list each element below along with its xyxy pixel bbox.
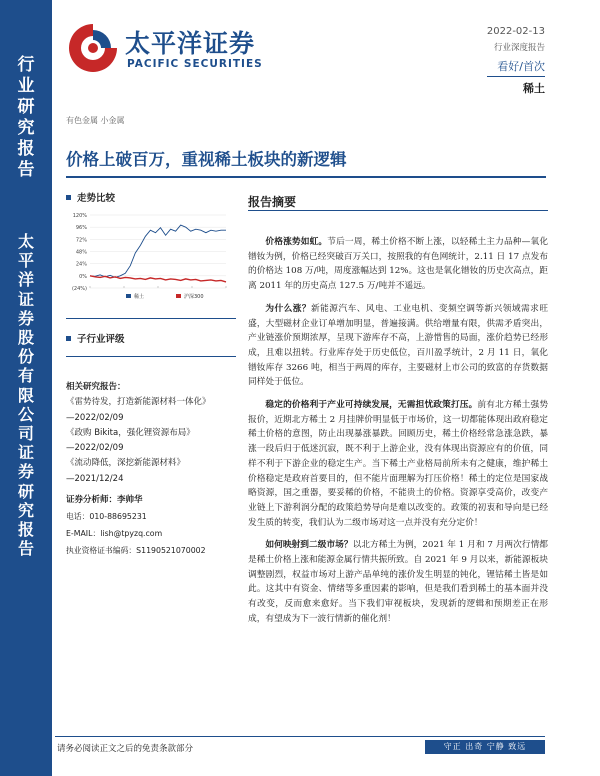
trend-heading: 走势比较: [66, 190, 115, 204]
summary-paragraph-lead: 价格涨势如虹。: [265, 237, 328, 247]
related-report-line: 《政购 Bikita，强化锂资源布局》: [66, 427, 195, 438]
summary-body: [248, 235, 548, 635]
legend-swatch: [126, 294, 131, 298]
sidebar-char: 太: [17, 232, 34, 251]
sidebar-char: 平: [17, 251, 34, 271]
related-report-line: —2021/12/24: [66, 473, 124, 484]
y-tick-label: 72%: [75, 237, 87, 244]
sidebar-char: 究: [17, 500, 34, 520]
report-meta: [487, 26, 545, 96]
trend-chart-svg: [66, 210, 236, 300]
related-report-line: 《流动降低，深挖新能源材料》: [66, 458, 186, 469]
sidebar-char: 研: [17, 481, 34, 501]
series-line-1: [90, 276, 226, 282]
analyst-phone: 电话：010-88695231: [66, 512, 147, 521]
analyst-name: 证券分析师：李帅华: [66, 495, 143, 505]
footer-divider: [55, 736, 545, 737]
legend-swatch: [176, 294, 181, 298]
footer-disclaimer: 请务必阅读正文之后的免责条款部分: [57, 744, 194, 754]
sidebar-char: 司: [17, 424, 34, 444]
left-sidebar: [0, 0, 52, 776]
footer-slogan: 守正 出奇 宁静 致远: [425, 740, 545, 754]
related-label: 相关研究报告：: [66, 382, 126, 392]
logo-english-text: PACIFIC SECURITIES: [127, 58, 263, 70]
sidebar-char: 有: [17, 366, 34, 386]
sidebar-char: 报: [17, 139, 35, 159]
y-tick-label: 0%: [79, 273, 87, 280]
report-date: 2022-02-13: [486, 26, 545, 37]
sidebar-char: 报: [17, 520, 34, 540]
related-report-line: —2022/02/09: [66, 412, 124, 423]
sidebar-char: 券: [17, 308, 34, 328]
analyst-email[interactable]: E-MAIL：lish@tpyzq.com: [66, 529, 163, 538]
summary-heading: 报告摘要: [248, 195, 297, 209]
summary-paragraph-text: 新能源汽车、风电、工业电机、变频空调等新兴领域需求旺盛，大型磁材企业订单增加明显，普遍接满。供给增量有限，供需矛盾突出，产业链涨价预期浓厚，呈现下游库存不高，上游惜售的局面，涨价趋势已经形成，且难以扭转。行业库存处于历史低位，百川盈孚统计，2 月 11 日，氧化镨钕库存 3266 吨，相当于两周的库存，主要磁材上市公司的致富的存货数据同样处于低位。: [248, 303, 549, 388]
sidebar-char: 告: [17, 539, 34, 559]
y-tick-label: 48%: [75, 249, 87, 256]
title-divider: [66, 176, 546, 178]
sidebar-char: 业: [17, 76, 35, 96]
analyst-license: 执业资格证书编码：S1190521070002: [66, 546, 206, 555]
summary-paragraph-lead: 稳定的价格利于产业可持续发展，无需担忧政策打压。: [265, 400, 478, 411]
summary-paragraph-text: 节后一周，稀土价格不断上涨，以轻稀土主力品种—氧化镨钕为例，价格已经突破百万关口，按照我的有色网统计，2.11 日 17 点发布的价格达 108 万/吨，周度涨幅达到 12%。这也是氧化镨钕的历史次高点，距离 2011 年的历史高点 127.5 万/吨并不遥远。: [248, 237, 549, 292]
sidebar-char: 公: [17, 404, 34, 424]
related-report-line: —2022/02/09: [66, 443, 124, 454]
summary-paragraph-text: 前有北方稀土强势报价，近期北方稀土 2 月挂牌价明显低于市场价，这一切都能体现出政府稳定稀土价格的意图，防止出现暴涨暴跌。回顾历史，稀土价格经常急涨急跌，暴涨一段后归于低迷沉寂，既不利于上游企业，没有体现出资源应有的价值，同样不利于下游企业的稳定生产。当下稀土产业格局前所未有之健康，维护稀土价格稳定是政府首要目的，但不能片面理解为打压价格！稀土的定位是国家战略资源，国之重器，要妥稀的价格，不能贵土的价格。资源享受高价，改变产业链上下游利润分配的政策趋势导向是难以改变的。政策的初衷和导向是已经发生质的转变，我们认为二级市场对这一点并没有充分定价！: [248, 400, 549, 528]
legend-label: 稀土: [134, 294, 145, 300]
sidebar-report-type: [10, 55, 42, 181]
report-title: 价格上破百万，重视稀土板块的新逻辑: [66, 150, 347, 169]
summary-paragraph-lead: 如何映射到二级市场？: [265, 540, 353, 551]
sub-rating-divider: [66, 356, 236, 357]
y-tick-label: (24%): [71, 286, 87, 292]
logo-emblem-icon: [65, 20, 121, 78]
company-logo: [65, 20, 295, 80]
summary-paragraph: [248, 235, 548, 294]
y-tick-label: 24%: [75, 261, 87, 268]
related-report-line: 《雷势待发，打造新能源材料一体化》: [66, 397, 211, 408]
summary-paragraph-lead: 为什么涨？: [265, 303, 312, 314]
sidebar-company-name: [10, 232, 42, 558]
sidebar-char: 究: [17, 118, 35, 138]
sidebar-char: 证: [17, 443, 34, 463]
sidebar-char: 告: [17, 160, 35, 180]
sector-name: 稀土: [523, 82, 545, 95]
sub-rating-heading: 子行业评级: [66, 331, 125, 345]
summary-paragraph: [248, 398, 548, 530]
chart-divider: [66, 318, 236, 319]
square-bullet-icon: [66, 195, 71, 200]
sidebar-char: 研: [17, 97, 35, 117]
summary-paragraph-text: 以北方稀土为例，2021 年 1 月和 7 月两次行情都是稀土价格上涨和能源金属行情共振所致。自 2021 年 9 月以来，新能源板块调整剧烈，权益市场对上游产品单纯的涨价发生明显的钝化，锂钴稀土皆是如此。这其中有资金、情绪等多重因素的影响，但是我们看到稀土的基本面并没有改变，反而愈来愈好。当下我们审视板块，发现新的逻辑和预期差正在形成，有望成为下一波行情新的催化剂！: [248, 540, 548, 624]
industry-tag: 有色金属 小金属: [66, 116, 125, 125]
summary-paragraph: [248, 302, 548, 390]
analyst-info: [66, 493, 238, 556]
sidebar-char: 份: [17, 347, 34, 367]
y-tick-label: 96%: [75, 225, 87, 232]
sidebar-char: 行: [17, 55, 35, 75]
trend-chart: [66, 210, 236, 300]
sidebar-char: 券: [17, 462, 34, 482]
y-tick-label: 120%: [72, 213, 87, 219]
report-type: 行业深度报告: [493, 43, 545, 53]
related-reports: [66, 380, 236, 487]
legend-label: 沪深300: [184, 294, 204, 300]
summary-divider: [248, 210, 548, 211]
square-bullet-icon: [66, 336, 71, 341]
logo-chinese-text: 太平洋证券: [125, 29, 256, 58]
industry-rating: 看好/首次: [487, 58, 545, 77]
sidebar-char: 限: [17, 385, 34, 405]
sidebar-char: 证: [17, 289, 34, 309]
sidebar-char: 洋: [17, 270, 34, 290]
summary-paragraph: [248, 538, 548, 626]
sidebar-char: 股: [17, 328, 34, 348]
